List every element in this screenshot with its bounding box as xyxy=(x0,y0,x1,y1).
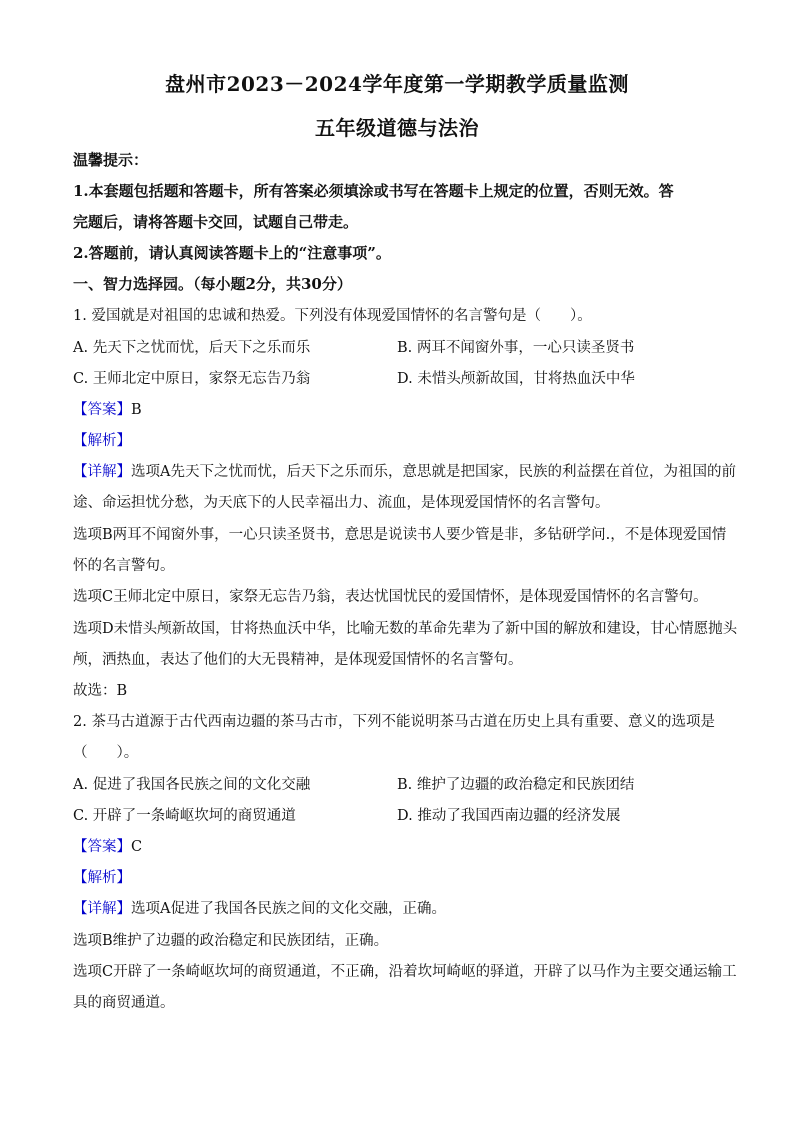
q1-option-d: D. 未惜头颅新故国，甘将热血沃中华 xyxy=(397,371,635,387)
q2-answer-value: C xyxy=(131,839,143,855)
q2-answer-tag: 【答案】 xyxy=(73,839,131,855)
q2-option-a: A. 促进了我国各民族之间的文化交融 xyxy=(73,777,311,793)
q1-analysis-tag: 【解析】 xyxy=(73,433,131,449)
q1-option-b: B. 两耳不闻窗外事，一心只读圣贤书 xyxy=(397,340,635,356)
q1-answer xyxy=(73,400,733,420)
q2-analysis-tag: 【解析】 xyxy=(73,870,131,886)
tips-line-1a: 1.本套题包括题和答题卡，所有答案必须填涂或书写在答题卡上规定的位置，否则无效。答 xyxy=(73,182,674,200)
q1-detail-1b: 途、命运担忧分愁，为天底下的人民幸福出力、流血，是体现爱国情怀的名言警句。 xyxy=(73,495,610,511)
q2-stem-a: 2. 茶马古道源于古代西南边疆的茶马古市，下列不能说明茶马古道在历史上具有重要、意义的选项是 xyxy=(73,714,715,730)
q2-detail-1-text: 选项A促进了我国各民族之间的文化交融，正确。 xyxy=(131,901,446,917)
q2-detail-2: 选项B维护了边疆的政治稳定和民族团结，正确。 xyxy=(73,933,389,949)
page-subtitle: 五年级道德与法治 xyxy=(315,116,479,140)
tips-line-2: 2.答题前，请认真阅读答题卡上的“注意事项”。 xyxy=(73,244,391,262)
q1-detail-tag: 【详解】 xyxy=(73,464,131,480)
q1-detail-2b: 怀的名言警句。 xyxy=(73,558,175,574)
tips-line-1b: 完题后，请将答题卡交回，试题自己带走。 xyxy=(73,213,359,231)
q1-option-a: A. 先天下之忧而忧，后天下之乐而乐 xyxy=(73,340,311,356)
q2-detail-3a: 选项C开辟了一条崎岖坎坷的商贸通道，不正确，沿着坎坷崎岖的驿道，开辟了以马作为主要交通运输工 xyxy=(73,964,737,980)
q1-detail-4b: 颅，洒热血，表达了他们的大无畏精神，是体现爱国情怀的名言警句。 xyxy=(73,652,523,668)
q1-answer-value: B xyxy=(131,402,142,418)
page-title: 盘州市2023－2024学年度第一学期教学质量监测 xyxy=(165,72,629,96)
q1-choose: 故选：B xyxy=(73,683,128,699)
tips-heading: 温馨提示： xyxy=(73,151,149,169)
q1-detail-1a xyxy=(73,462,736,482)
q1-stem: 1. 爱国就是对祖国的忠诚和热爱。下列没有体现爱国情怀的名言警句是（ ）。 xyxy=(73,308,592,324)
q2-option-c: C. 开辟了一条崎岖坎坷的商贸通道 xyxy=(73,808,296,824)
q2-option-b: B. 维护了边疆的政治稳定和民族团结 xyxy=(397,777,635,793)
q1-detail-4a: 选项D未惜头颅新故国，甘将热血沃中华，比喻无数的革命先辈为了新中国的解放和建设，甘心情愿抛头 xyxy=(73,621,738,637)
q1-answer-tag: 【答案】 xyxy=(73,402,131,418)
q1-detail-3: 选项C王师北定中原日，家祭无忘告乃翁，表达忧国忧民的爱国情怀，是体现爱国情怀的名言警句。 xyxy=(73,589,708,605)
q2-detail-tag: 【详解】 xyxy=(73,901,131,917)
q2-answer xyxy=(73,837,733,857)
q2-option-d: D. 推动了我国西南边疆的经济发展 xyxy=(397,808,621,824)
q2-detail-1 xyxy=(73,899,733,919)
section-heading: 一、智力选择园。（每小题2分，共30分） xyxy=(73,275,352,293)
q2-stem-b: （ ）。 xyxy=(73,745,139,761)
q1-detail-1a-text: 选项A先天下之忧而忧，后天下之乐而乐，意思就是把国家，民族的利益摆在首位，为祖国的前 xyxy=(131,464,736,480)
q1-detail-2a: 选项B两耳不闻窗外事，一心只读圣贤书，意思是说读书人要少管是非，多钻研学问.，不是体现爱国情 xyxy=(73,527,727,543)
q1-option-c: C. 王师北定中原日，家祭无忘告乃翁 xyxy=(73,371,311,387)
q2-detail-3b: 具的商贸通道。 xyxy=(73,995,175,1011)
